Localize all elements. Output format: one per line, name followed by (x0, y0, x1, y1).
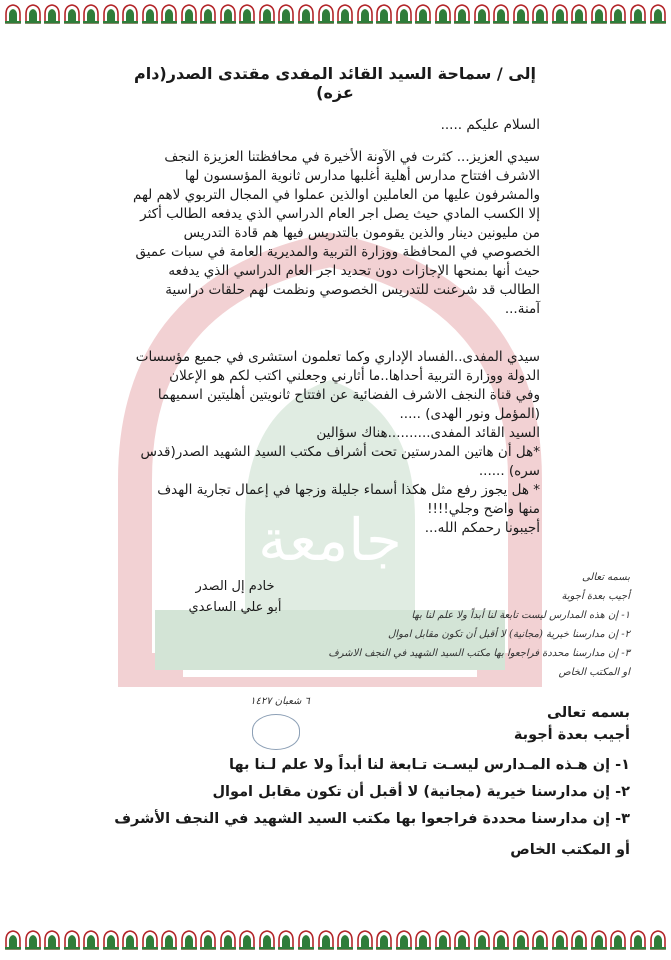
text-line: الدولة ووزارة التربية أحداها..ما أثارني وجعلني اكتب لكم هو الإعلان (169, 368, 540, 384)
text-line: السيد القائد المفدى..........هناك سؤالين (316, 425, 540, 441)
reply-answer-2: ٢- إن مدارسنا خيرية (مجانية) لا أقبل أن تكون مقابل اموال (212, 784, 630, 800)
border-arch-icon (4, 4, 22, 24)
border-arch-icon (297, 4, 315, 24)
paragraph-1 (120, 148, 540, 319)
border-arch-icon (121, 930, 139, 950)
border-arch-icon (199, 930, 217, 950)
border-arch-icon (375, 4, 393, 24)
border-arch-icon (570, 930, 588, 950)
border-arch-icon (629, 930, 647, 950)
text-line: سيدي المفدى..الفساد الإداري وكما تعلمون استشرى في جميع مؤسسات (135, 349, 540, 365)
text-line: حيث أنها بمنحها الإجازات دون تحديد اجر العام الدراسي الذي يدفعه (168, 263, 540, 279)
border-arch-icon (570, 4, 588, 24)
handwritten-line: ٣- إن مدارسنا محددة فراجعوا بها مكتب السيد الشهيد في النجف الاشرف (328, 648, 630, 659)
border-arch-icon (649, 930, 667, 950)
border-arch-icon (317, 930, 335, 950)
text-line: *هل أن هاتين المدرستين تحت أشراف مكتب السيد الشهيد الصدر(قدس (140, 444, 540, 460)
text-line: (المؤمل ونور الهدى) ..... (399, 406, 540, 422)
border-arch-icon (160, 930, 178, 950)
border-arch-icon (277, 4, 295, 24)
handwritten-reply (290, 568, 630, 682)
border-arch-icon (82, 930, 100, 950)
border-arch-icon (336, 4, 354, 24)
handwritten-line: او المكتب الخاص (558, 667, 630, 678)
border-arch-icon (180, 930, 198, 950)
border-arch-icon (473, 4, 491, 24)
signature-name: أبو علي الساعدي (188, 600, 282, 615)
reply-opening: بسمه تعالى (547, 705, 630, 721)
letter-heading: إلى / سماحة السيد القائد المفدى مقتدى الصدر(دام عزه) (134, 64, 536, 102)
border-arch-icon (453, 930, 471, 950)
watermark-text: جامعة (258, 506, 402, 574)
handwritten-line: ١- إن هذه المدارس ليست تابعة لنا أبداً ولا علم لنا بها (411, 610, 630, 621)
border-arch-icon (590, 930, 608, 950)
signature-line: خادم إل الصدر (195, 579, 275, 594)
text-line: والمشرفون عليها من العاملين اوالذين عملوا في المجال التربوي لاهم لهم (132, 187, 540, 203)
border-arch-icon (297, 930, 315, 950)
border-arch-icon (414, 4, 432, 24)
border-arch-icon (141, 4, 159, 24)
border-arch-icon (512, 930, 530, 950)
text-line: سيدي العزيز... كثرت في الآونة الأخيرة في محافظتنا العزيزة النجف (164, 149, 540, 165)
border-arch-icon (317, 4, 335, 24)
border-arch-icon (434, 930, 452, 950)
text-line: من مليونين دينار والذين يقومون بالتدريس فيها هم قادة التدريس (183, 225, 540, 241)
border-arch-icon (336, 930, 354, 950)
text-line: وفي قناة النجف الاشرف الفضائية عن افتتاح ثانويتين أهليتين اسميهما (157, 387, 540, 403)
border-arch-icon (180, 4, 198, 24)
reply-answer-3-cont: أو المكتب الخاص (510, 842, 630, 858)
reply-intro: أجيب بعدة أجوبة (513, 727, 630, 743)
handwritten-line: ٢- إن مدارسنا خيرية (مجانية) لا أقبل أن تكون مقابل اموال (388, 629, 630, 640)
border-arch-icon (590, 4, 608, 24)
border-arch-icon (219, 930, 237, 950)
border-arch-icon (609, 930, 627, 950)
border-arch-icon (492, 4, 510, 24)
border-arch-icon (102, 930, 120, 950)
border-arch-icon (453, 4, 471, 24)
border-arch-icon (258, 930, 276, 950)
border-arch-icon (63, 4, 81, 24)
text-line: الخصوصي في المحافظة ووزارة التربية والمديرية العامة في سبات عميق (135, 244, 540, 260)
handwritten-line: أجيب بعدة أجوبة (561, 591, 630, 602)
border-arch-icon (551, 4, 569, 24)
handwritten-line: بسمه تعالى (581, 572, 630, 583)
border-arch-icon (219, 4, 237, 24)
greeting: السلام عليكم ..... (440, 117, 540, 133)
border-arch-icon (531, 4, 549, 24)
border-arch-icon (43, 930, 61, 950)
border-arch-icon (43, 4, 61, 24)
border-arch-icon (199, 4, 217, 24)
border-arch-icon (24, 930, 42, 950)
border-arch-icon (238, 930, 256, 950)
decorative-border-top (0, 4, 671, 26)
border-arch-icon (434, 4, 452, 24)
border-arch-icon (258, 4, 276, 24)
text-line: الطالب قد شرعنت للتدريس الخصوصي ونظمت لهم حلقات دراسية (165, 282, 540, 298)
text-line: سره) ...... (478, 463, 540, 479)
text-line: * هل يجوز رفع مثل هكذا أسماء جليلة وزجها في إعمال تجارية الهدف (157, 482, 540, 498)
border-arch-icon (512, 4, 530, 24)
border-arch-icon (121, 4, 139, 24)
border-arch-icon (24, 4, 42, 24)
border-arch-icon (63, 930, 81, 950)
border-arch-icon (82, 4, 100, 24)
border-arch-icon (356, 4, 374, 24)
decorative-border-bottom (0, 930, 671, 952)
border-arch-icon (531, 930, 549, 950)
typed-reply (30, 702, 630, 864)
border-arch-icon (395, 4, 413, 24)
border-arch-icon (102, 4, 120, 24)
border-arch-icon (492, 930, 510, 950)
border-arch-icon (277, 930, 295, 950)
border-arch-icon (609, 4, 627, 24)
border-arch-icon (4, 930, 22, 950)
text-line: آمنة... (504, 301, 540, 317)
border-arch-icon (395, 930, 413, 950)
border-arch-icon (141, 930, 159, 950)
paragraph-2 (120, 348, 540, 538)
border-arch-icon (356, 930, 374, 950)
text-line: منها واضح وجلي!!!! (427, 501, 540, 517)
border-arch-icon (160, 4, 178, 24)
border-arch-icon (414, 930, 432, 950)
border-arch-icon (473, 930, 491, 950)
border-arch-icon (238, 4, 256, 24)
reply-answer-1: ١- إن هـذه المـدارس ليسـت تـابعة لنا أبداً ولا علم لـنا بها (229, 757, 630, 773)
border-arch-icon (551, 930, 569, 950)
text-line: إلا الكسب المادي حيث يصل اجر العام الدراسي الذي يدفعه الطالب أكثر (140, 206, 540, 222)
text-line: أجيبونا رحمكم الله... (424, 520, 540, 536)
border-arch-icon (629, 4, 647, 24)
border-arch-icon (375, 930, 393, 950)
handwritten-date: ٦ شعبان ١٤٢٧ (250, 696, 310, 707)
reply-answer-3: ٣- إن مدارسنا محددة فراجعوا بها مكتب السيد الشهيد في النجف الأشرف (114, 811, 630, 827)
border-arch-icon (649, 4, 667, 24)
text-line: الاشرف افتتاح مدارس أهلية أغلبها مدارس ثانوية المؤسسون لها (184, 168, 540, 184)
